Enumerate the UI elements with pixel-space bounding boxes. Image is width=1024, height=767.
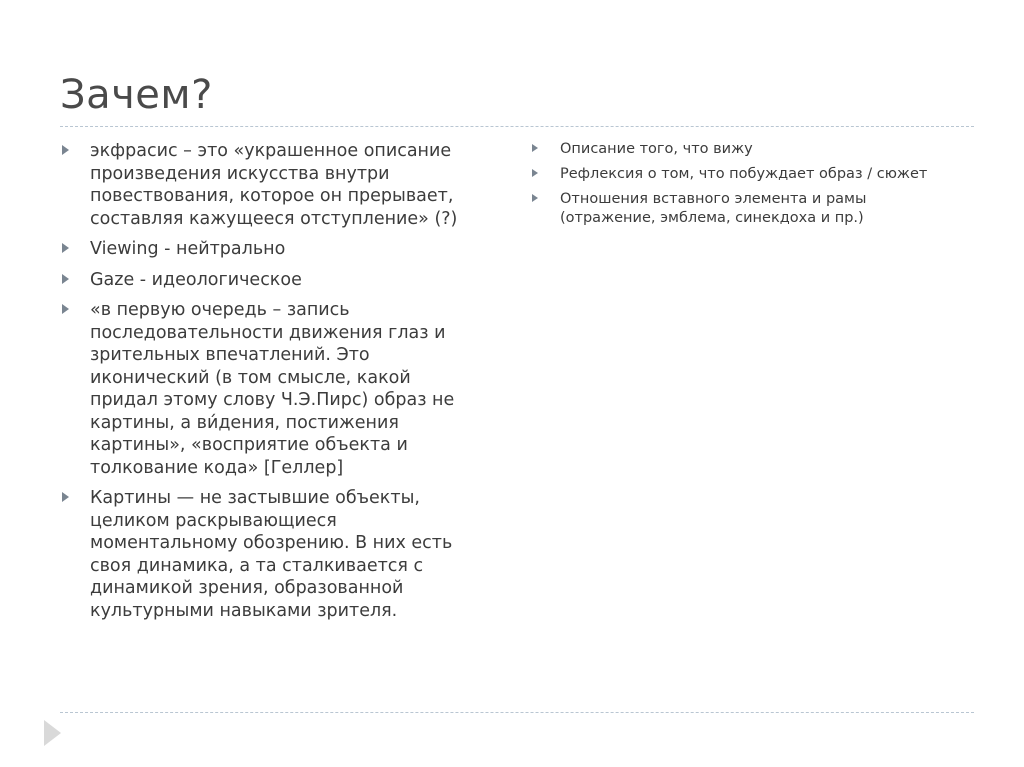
list-item <box>60 487 480 622</box>
triangle-bullet-icon <box>62 243 69 253</box>
triangle-bullet-icon <box>62 145 69 155</box>
footer-divider <box>60 712 974 713</box>
list-item-text: Картины — не застывшие объекты, целиком раскрывающиеся моментальному обозрению. В них есть своя динамика, а та сталкивается с динамикой зрения, образованной культурными навыками зрителя. <box>90 488 453 621</box>
list-item-text: Описание того, что вижу <box>560 141 753 157</box>
left-bullet-list <box>60 140 480 630</box>
list-item <box>60 140 480 230</box>
list-item <box>60 269 480 292</box>
title-divider <box>60 126 974 127</box>
list-item <box>530 190 960 228</box>
triangle-bullet-icon <box>532 144 538 152</box>
list-item-text: Рефлексия о том, что побуждает образ / сюжет <box>560 166 928 182</box>
list-item <box>60 238 480 261</box>
triangle-bullet-icon <box>62 304 69 314</box>
list-item-text: «в первую очередь – запись последовательности движения глаз и зрительных впечатлений. Это иконический (в том смысле, какой придал этому слову Ч.Э.Пирс) образ не картины, а ви́дения, постижения картины», «восприятие объекта и толкование кода» [Геллер] <box>90 300 455 478</box>
list-item <box>60 299 480 479</box>
list-item <box>530 140 960 159</box>
right-bullet-list <box>530 140 960 234</box>
next-slide-arrow-icon[interactable] <box>44 720 61 746</box>
triangle-bullet-icon <box>62 492 69 502</box>
triangle-bullet-icon <box>532 194 538 202</box>
list-item-text: Viewing - нейтрально <box>90 239 286 259</box>
slide-title: Зачем? <box>60 72 213 118</box>
list-item-text: Отношения вставного элемента и рамы (отражение, эмблема, синекдоха и пр.) <box>560 191 867 226</box>
list-item <box>530 165 960 184</box>
triangle-bullet-icon <box>532 169 538 177</box>
list-item-text: Gaze - идеологическое <box>90 269 302 290</box>
list-item-text: экфрасис – это «украшенное описание произведения искусства внутри повествования, которое он прерывает, составляя кажущееся отступление» (?) <box>90 141 458 229</box>
triangle-bullet-icon <box>62 274 69 284</box>
